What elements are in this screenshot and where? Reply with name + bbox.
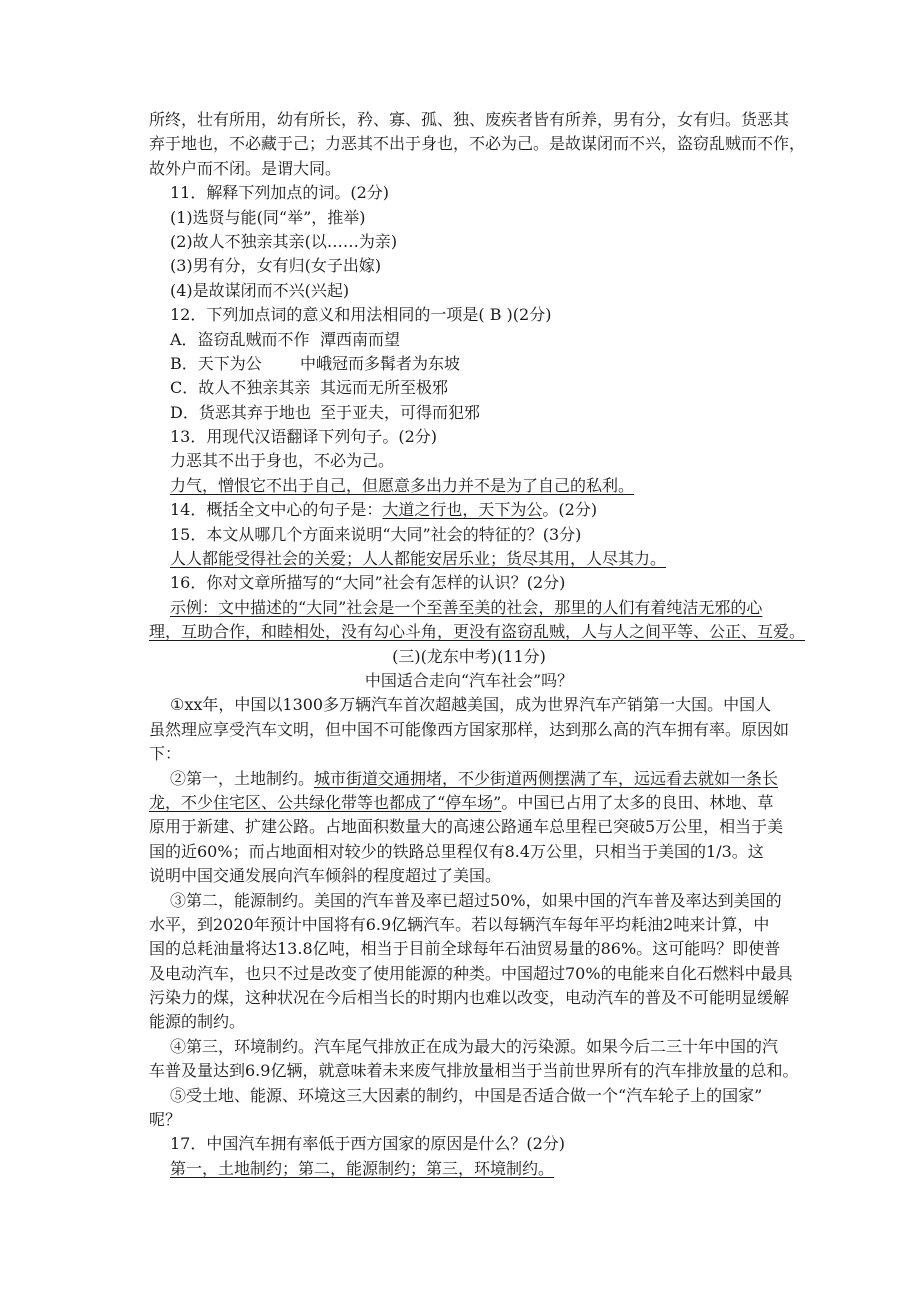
- question-14: [149, 498, 789, 522]
- article-line: ④第三，环境制约。汽车尾气排放正在成为最大的污染源。如果今后二三十年中国的汽: [170, 1036, 779, 1056]
- article-line: 呢？: [149, 1110, 182, 1130]
- option-right: 潭西南而望: [320, 329, 401, 349]
- question-11-item: (2)故人不独亲其亲(以……为亲): [170, 231, 398, 251]
- article-line: ③第二，能源制约。美国的汽车普及率已超过50%，如果中国的汽车普及率达到美国的: [170, 890, 782, 910]
- question-15-stem: 15．本文从哪几个方面来说明“大同”社会的特征的？(3分): [170, 524, 582, 544]
- question-14-suffix: 。(2分): [542, 500, 598, 520]
- article-line: 能源的制约。: [149, 1012, 246, 1032]
- question-17-stem: 17．中国汽车拥有率低于西方国家的原因是什么？(2分): [170, 1134, 566, 1154]
- passage-line: 故外户而不闭。是谓大同。: [149, 158, 342, 178]
- option-right: 中峨冠而多髯者为东坡: [300, 353, 461, 373]
- question-13-answer: [149, 474, 789, 498]
- question-13-stem: 13．用现代汉语翻译下列句子。(2分): [170, 427, 438, 447]
- answer-text: 第一，土地制约；第二，能源制约；第三，环境制约。: [170, 1158, 555, 1178]
- option-left: B．天下为公: [170, 353, 262, 373]
- passage-line: 所终，壮有所用，幼有所长，矜、寡、孤、独、废疾者皆有所养，男有分，女有归。货恶其: [149, 110, 790, 129]
- option-left: D．货恶其弃于地也: [170, 402, 311, 422]
- option-right: 至于亚夫，可得而犯邪: [320, 402, 481, 422]
- question-11-stem: 11．解释下列加点的词。(2分): [170, 183, 390, 203]
- answer-text: 理，互助合作，和睦相处，没有勾心斗角，更没有盗窃乱贼，人与人之间平等、公正、互爱。: [149, 622, 806, 642]
- option-left: C．故人不独亲其亲: [170, 378, 311, 398]
- question-16-answer-line: [149, 596, 789, 620]
- passage-line: 弃于地也，不必藏于己；力恶其不出于身也，不必为己。是故谋闭而不兴，盗窃乱贼而不作，: [149, 134, 806, 154]
- underlined-text: 龙，不少住宅区、公共绿化带等也都成了“停车场”: [149, 792, 502, 812]
- question-16-answer-line: [149, 620, 806, 644]
- article-line: 下：: [149, 744, 182, 764]
- article-line: [149, 791, 789, 815]
- question-12-stem: 12．下列加点词的意义和用法相同的一项是( B )(2分): [170, 305, 552, 325]
- question-12-option-c: [149, 376, 789, 400]
- question-11-item: (3)男有分，女有归(女子出嫁): [170, 256, 382, 276]
- underlined-text: 城市街道交通拥堵，不少街道两侧摆满了车，远远看去就如一条长: [314, 768, 779, 788]
- article-text: 。中国已占用了太多的良田、林地、草: [501, 792, 774, 812]
- article-line: 虽然理应享受汽车文明，但中国不可能像西方国家那样，达到那么高的汽车拥有率。原因如: [149, 719, 790, 739]
- question-15-answer: [149, 547, 789, 571]
- question-17-answer: [149, 1157, 789, 1181]
- question-11-item: (4)是故谋闭而不兴(兴起): [170, 280, 350, 300]
- article-line: 国的近60%；而占地面相对较少的铁路总里程仅有8.4万公里，只相当于美国的1/3。这: [149, 841, 764, 861]
- question-12-option-a: [149, 328, 789, 352]
- answer-text: 示例：文中描述的“大同”社会是一个至善至美的社会，那里的人们有着纯洁无邪的心: [170, 597, 763, 617]
- article-line: [149, 767, 789, 791]
- question-11-item: (1)选贤与能(同“举”，推举): [170, 207, 366, 227]
- option-right: 其远而无所至极邪: [320, 378, 449, 398]
- document-content: [149, 108, 806, 1181]
- article-line: 车普及量达到6.9亿辆，就意味着未来废气排放量相当于当前世界所有的汽车排放量的总和。: [149, 1061, 799, 1081]
- article-line: 国的总耗油量将达13.8亿吨，相当于目前全球每年石油贸易量的86%。这可能吗？即使普: [149, 939, 781, 959]
- answer-text: 人人都能受得社会的关爱；人人都能安居乐业；货尽其用，人尽其力。: [170, 549, 667, 569]
- section-heading: (三)(龙东中考)(11分): [392, 646, 546, 666]
- article-line: ⑤受土地、能源、环境这三大因素的制约，中国是否适合做一个“汽车轮子上的国家”: [170, 1085, 763, 1105]
- option-left: A．盗窃乱贼而不作: [170, 329, 310, 349]
- question-16-stem: 16．你对文章所描写的“大同”社会有怎样的认识？(2分): [170, 573, 566, 593]
- question-12-option-b: [149, 352, 789, 376]
- question-14-stem: 14．概括全文中心的句子是：: [170, 500, 383, 520]
- article-line: 污染力的煤，这种状况在今后相当长的时期内也难以改变，电动汽车的普及不可能明显缓解: [149, 988, 790, 1008]
- article-line: 说明中国交通发展向汽车倾斜的程度超过了美国。: [149, 866, 502, 886]
- article-line: 原用于新建、扩建公路。占地面积数量大的高速公路通车总里程已突破5万公里，相当于美: [149, 817, 784, 837]
- article-line: 水平，到2020年预计中国将有6.9亿辆汽车。若以每辆汽车每年平均耗油2吨来计算，中: [149, 914, 770, 934]
- question-13-sentence: 力恶其不出于身也，不必为己。: [170, 451, 395, 471]
- answer-text: 力气，憎恨它不出于自己，但愿意多出力并不是为了自己的私利。: [170, 475, 635, 495]
- article-line: ①xx年，中国以1300多万辆汽车首次超越美国，成为世界汽车产销第一大国。中国人: [170, 695, 772, 715]
- question-12-option-d: [149, 401, 789, 425]
- answer-text: 大道之行也，天下为公: [382, 500, 543, 520]
- article-text: ②第一，土地制约。: [170, 768, 315, 788]
- article-line: 及电动汽车，也只不过是改变了使用能源的种类。中国超过70%的电能来自化石燃料中最具: [149, 963, 793, 983]
- article-title: 中国适合走向“汽车社会”吗？: [364, 670, 574, 690]
